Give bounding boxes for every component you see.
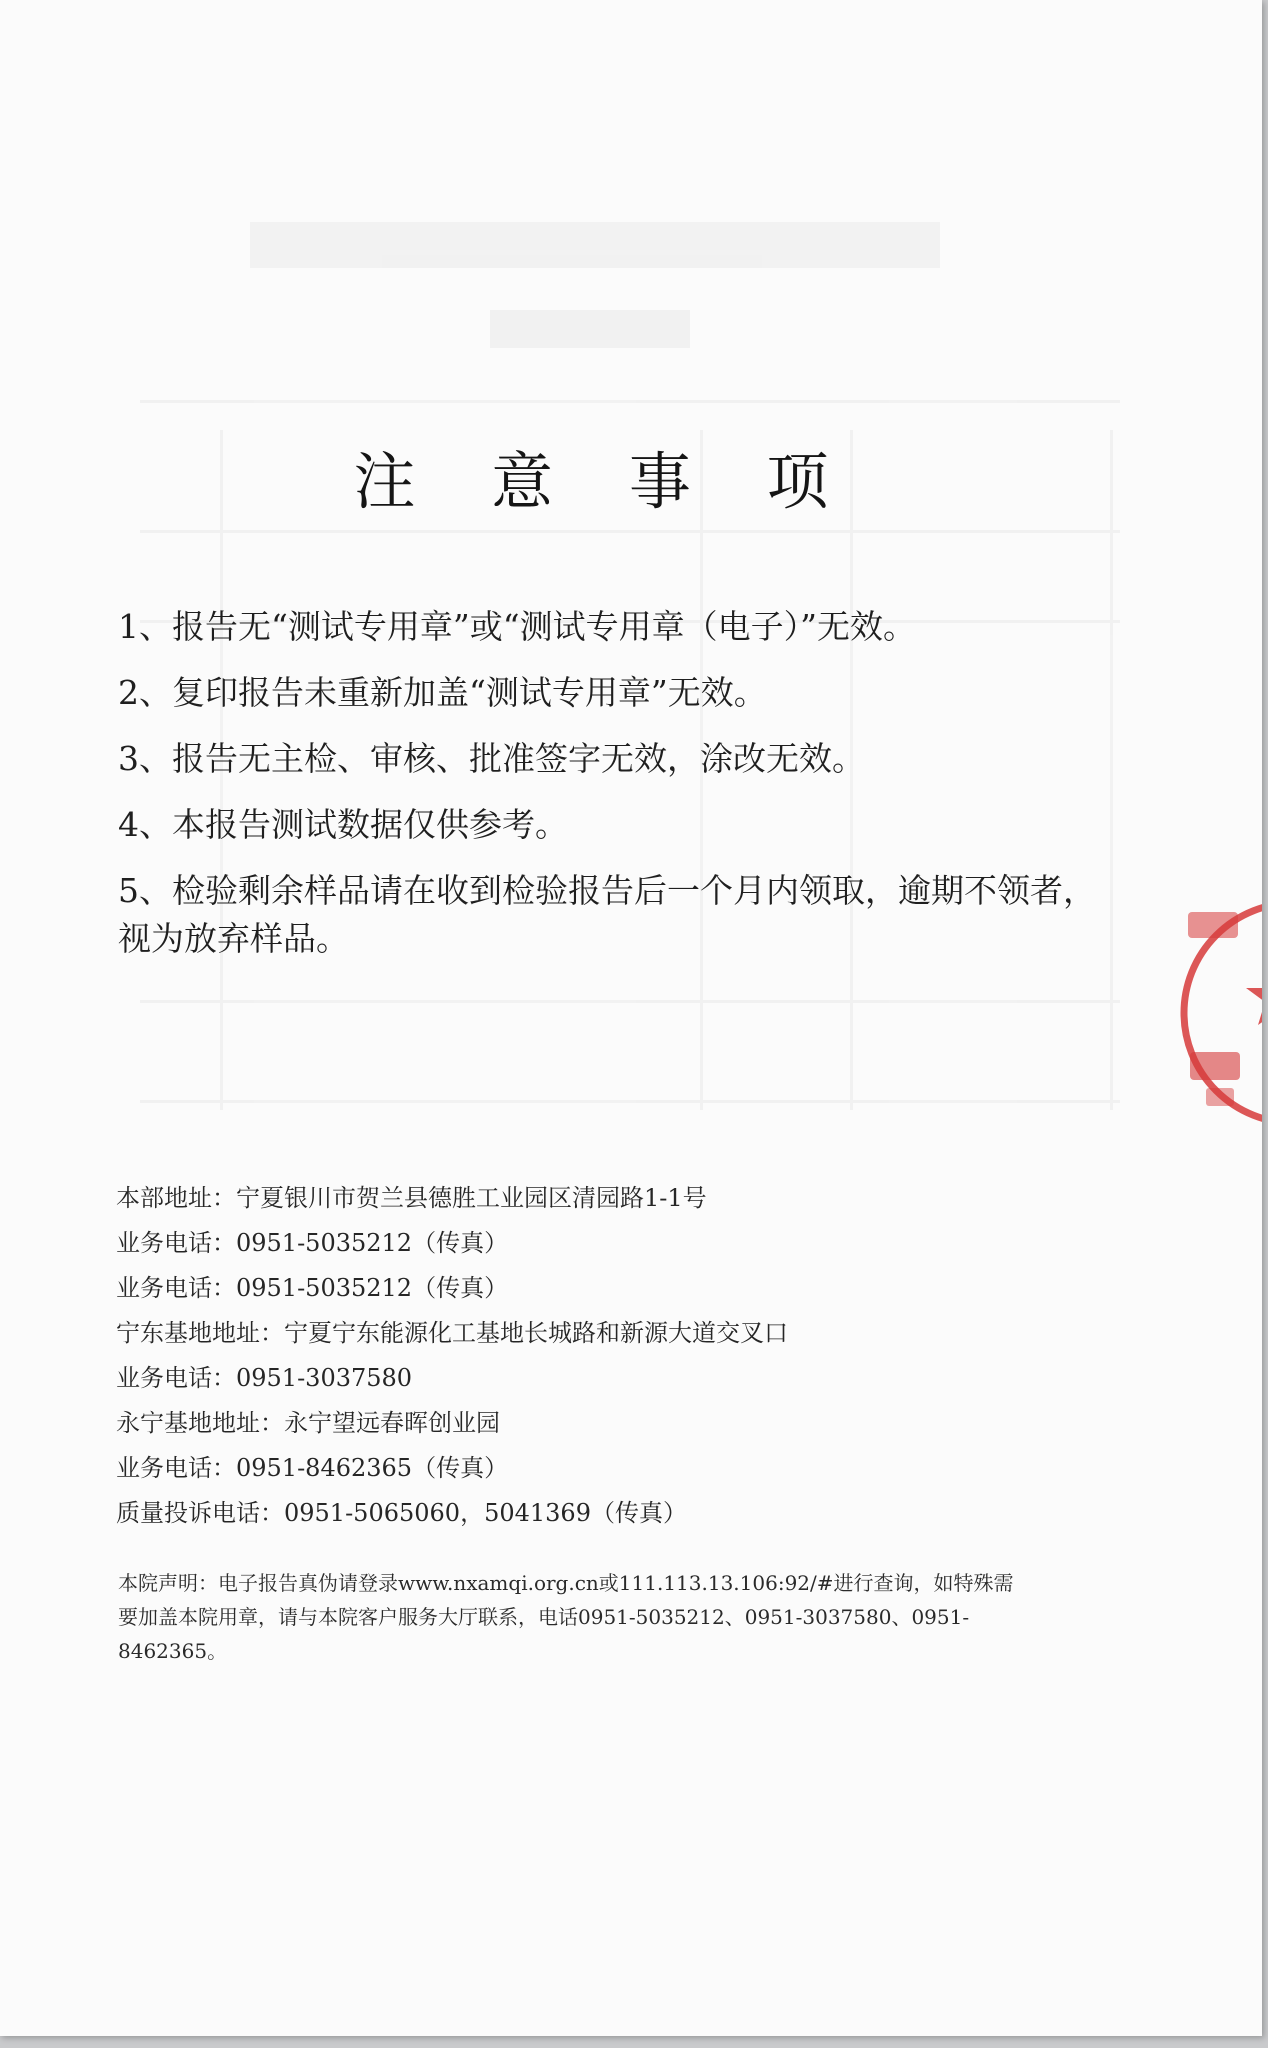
notice-item: 1、报告无“测试专用章”或“测试专用章（电子）”无效。	[118, 607, 916, 646]
declaration-paragraph: 本院声明：电子报告真伪请登录www.nxamqi.org.cn或111.113.13.106:92/#进行查询，如特殊需要加盖本院用章，请与本院客户服务大厅联系，电话0951-5035212、0951-3037580、0951-8462365。	[118, 1571, 1014, 1663]
notice-item: 5、检验剩余样品请在收到检验报告后一个月内领取，逾期不领者，视为放弃样品。	[118, 871, 1096, 958]
contact-info	[116, 1176, 1116, 1536]
declaration-text	[70, 1566, 1030, 1668]
notice-item: 3、报告无主检、审核、批准签字无效，涂改无效。	[118, 739, 865, 778]
contact-line: 业务电话：0951-8462365（传真）	[116, 1454, 509, 1482]
contact-line: 业务电话：0951-3037580	[116, 1364, 413, 1392]
contact-line: 本部地址：宁夏银川市贺兰县德胜工业园区清园路1-1号	[116, 1184, 707, 1212]
notice-item: 2、复印报告未重新加盖“测试专用章”无效。	[118, 673, 767, 712]
notice-list	[118, 594, 1098, 963]
notice-item: 4、本报告测试数据仅供参考。	[118, 805, 568, 844]
contact-line: 业务电话：0951-5035212（传真）	[116, 1274, 509, 1302]
contact-line: 业务电话：0951-5035212（传真）	[116, 1229, 509, 1257]
contact-line: 质量投诉电话：0951-5065060，5041369（传真）	[116, 1499, 687, 1527]
contact-line: 宁东基地地址：宁夏宁东能源化工基地长城路和新源大道交叉口	[116, 1319, 788, 1347]
page-title: 注 意 事 项	[353, 445, 857, 518]
contact-line: 永宁基地地址：永宁望远春晖创业园	[116, 1409, 500, 1437]
official-seal-stamp	[1176, 892, 1262, 1134]
